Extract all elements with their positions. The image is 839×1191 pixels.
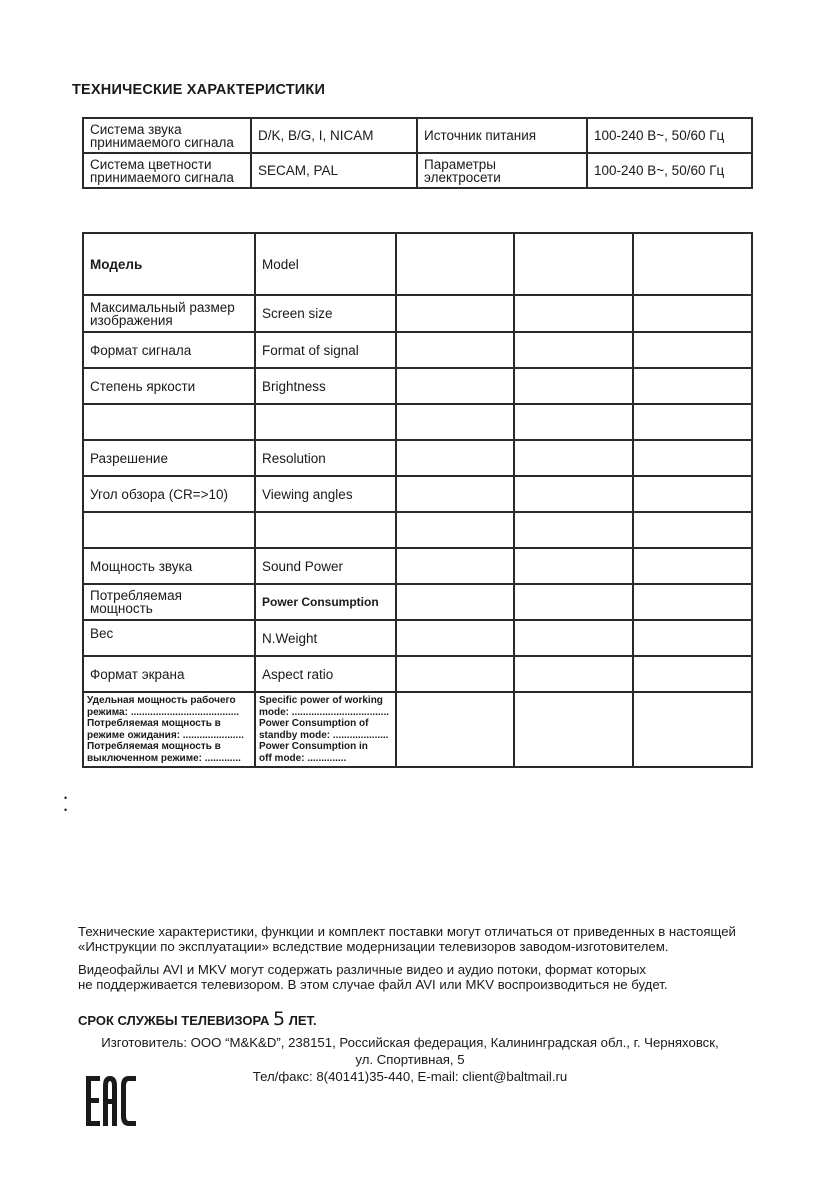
spec-label-en: Power Consumption [255,584,396,620]
spec-label-en: Resolution [255,440,396,476]
spec-label-ru: Мощность звука [83,548,255,584]
eac-mark-icon [86,1074,138,1128]
spec-label-ru: Модель [83,233,255,295]
spec-value-cell [633,692,752,767]
table-row [83,368,752,404]
bullet-marker: • [64,793,68,803]
service-life: СРОК СЛУЖБЫ ТЕЛЕВИЗОРА 5 ЛЕТ. [78,1008,317,1030]
power-modes-label-en: Specific power of working mode: ................................... Power Consumption of standby mode: .................... Power Consumption in off mode: .............. [255,692,396,767]
spec-label-en: N.Weight [255,620,396,656]
color-system-value: SECAM, PAL [251,153,417,188]
spec-table [82,232,753,768]
spec-value-cell [396,692,514,767]
manufacturer-contacts: Тел/факс: 8(40141)35-440, E-mail: client@baltmail.ru [252,1069,568,1084]
table-row [83,656,752,692]
spec-value-cell [633,233,752,295]
spec-value-cell [633,368,752,404]
spec-value-cell [514,233,633,295]
table-row [83,233,752,295]
mains-params-label: Параметры электросети [417,153,587,188]
spec-label-en: Screen size [255,295,396,332]
spec-value-cell [633,548,752,584]
spec-value-cell [633,656,752,692]
spec-value-cell [514,692,633,767]
spec-label-ru: Формат сигнала [83,332,255,368]
sound-system-label: Система звука принимаемого сигнала [83,118,251,153]
power-source-value: 100-240 В~, 50/60 Гц [587,118,752,153]
spec-value-cell [514,548,633,584]
spec-label-ru [83,404,255,440]
spec-value-cell [514,584,633,620]
page-title: ТЕХНИЧЕСКИЕ ХАРАКТЕРИСТИКИ [72,82,326,98]
table-row [83,404,752,440]
spec-value-cell [633,620,752,656]
spec-value-cell [633,332,752,368]
manufacturer-address: Изготовитель: ООО “M&K&D”, 238151, Российская федерация, Калининградская обл., г. Черняховск, [101,1035,719,1050]
spec-value-cell [514,656,633,692]
spec-value-cell [396,512,514,548]
spec-value-cell [396,476,514,512]
spec-value-cell [514,332,633,368]
table-row [83,692,752,767]
power-modes-label-ru: Удельная мощность рабочего режима: ....................................... Потребляемая мощность в режиме ожидания: ...................... Потребляемая мощность в выключенном режиме: ............. [83,692,255,767]
spec-value-cell [514,295,633,332]
spec-label-ru: Потребляемая мощность [83,584,255,620]
table-row [83,512,752,548]
spec-value-cell [633,295,752,332]
spec-value-cell [514,440,633,476]
spec-label-en: Aspect ratio [255,656,396,692]
table-row [83,584,752,620]
spec-label-ru: Формат экрана [83,656,255,692]
table-row [83,440,752,476]
spec-value-cell [396,548,514,584]
table-row [83,295,752,332]
spec-value-cell [514,404,633,440]
spec-label-ru: Максимальный размер изображения [83,295,255,332]
spec-value-cell [633,584,752,620]
table-row [83,153,752,188]
spec-label-en [255,512,396,548]
spec-label-en: Model [255,233,396,295]
table-row [83,332,752,368]
spec-value-cell [396,332,514,368]
spec-label-ru: Угол обзора (CR=>10) [83,476,255,512]
spec-value-cell [514,512,633,548]
spec-value-cell [396,440,514,476]
table-row [83,118,752,153]
table-row [83,548,752,584]
spec-label-ru [83,512,255,548]
spec-value-cell [396,620,514,656]
spec-value-cell [633,512,752,548]
power-supply-table [82,117,753,189]
spec-label-en [255,404,396,440]
spec-value-cell [514,476,633,512]
spec-value-cell [633,440,752,476]
sound-system-value: D/K, B/G, I, NICAM [251,118,417,153]
spec-value-cell [633,476,752,512]
spec-label-en: Brightness [255,368,396,404]
manufacturer-street: ул. Спортивная, 5 [355,1052,465,1067]
spec-value-cell [396,404,514,440]
bullet-marker: • [64,805,68,815]
table-row [83,476,752,512]
spec-value-cell [396,656,514,692]
spec-value-cell [396,295,514,332]
power-source-label: Источник питания [417,118,587,153]
spec-value-cell [514,368,633,404]
color-system-label: Система цветности принимаемого сигнала [83,153,251,188]
spec-label-ru: Степень яркости [83,368,255,404]
spec-label-en: Format of signal [255,332,396,368]
disclaimer-note: Технические характеристики, функции и комплект поставки могут отличаться от приведенных в настоящей «Инструкции по эксплуатации» вследствие модернизации телевизоров заводом-изготовителем. [78,924,736,954]
spec-label-en: Viewing angles [255,476,396,512]
spec-label-ru: Вес [83,620,255,656]
spec-label-en: Sound Power [255,548,396,584]
video-format-note: Видеофайлы AVI и MKV могут содержать различные видео и аудио потоки, формат которых не поддерживается телевизором. В этом случае файл AVI или MKV воспроизводиться не будет. [78,962,668,992]
spec-value-cell [396,584,514,620]
manufacturer-info [80,1034,740,1085]
spec-value-cell [514,620,633,656]
spec-label-ru: Разрешение [83,440,255,476]
spec-value-cell [396,368,514,404]
table-row [83,620,752,656]
spec-value-cell [633,404,752,440]
mains-params-value: 100-240 В~, 50/60 Гц [587,153,752,188]
spec-value-cell [396,233,514,295]
